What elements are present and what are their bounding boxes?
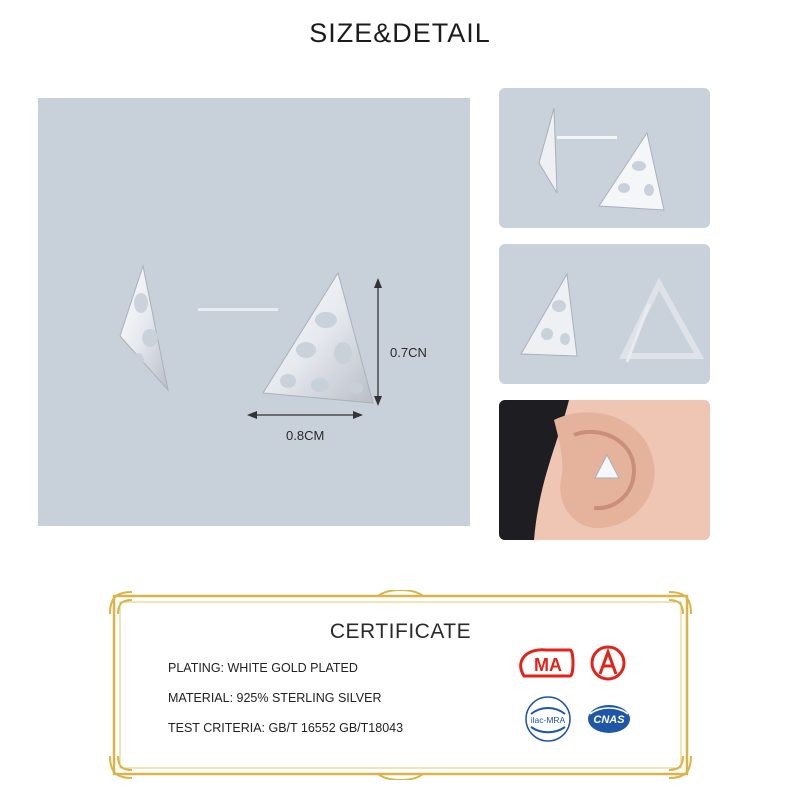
worn-on-ear-photo [499,400,710,540]
ornamental-gold-frame [108,590,693,780]
detail-photo-back [499,244,710,384]
svg-text:ilac-MRA: ilac-MRA [530,715,566,725]
width-dimension-label: 0.8CM [286,428,325,443]
certificate-title: CERTIFICATE [329,620,472,643]
cnas-logo [586,702,632,736]
cma-text: MA [534,655,562,675]
material-line: MATERIAL: 925% STERLING SILVER [168,691,382,705]
svg-text:CNAS: CNAS [593,714,625,726]
plating-line: PLATING: WHITE GOLD PLATED [168,661,358,675]
certificate-card [108,590,693,780]
earring-back-view [499,244,710,384]
cal-mark-logo [588,644,628,682]
ilac-mra-logo [523,694,573,744]
detail-photo-side [499,88,710,228]
height-dimension-label: 0.7CN [390,345,427,360]
earrings-illustration [38,98,470,526]
main-product-photo [38,98,470,526]
earring-side-view [499,88,710,228]
page-title: SIZE&DETAIL [309,18,491,48]
cma-mark-logo [518,646,576,680]
ear-illustration [499,400,710,540]
test-criteria-line: TEST CRITERIA: GB/T 16552 GB/T18043 [168,721,404,735]
